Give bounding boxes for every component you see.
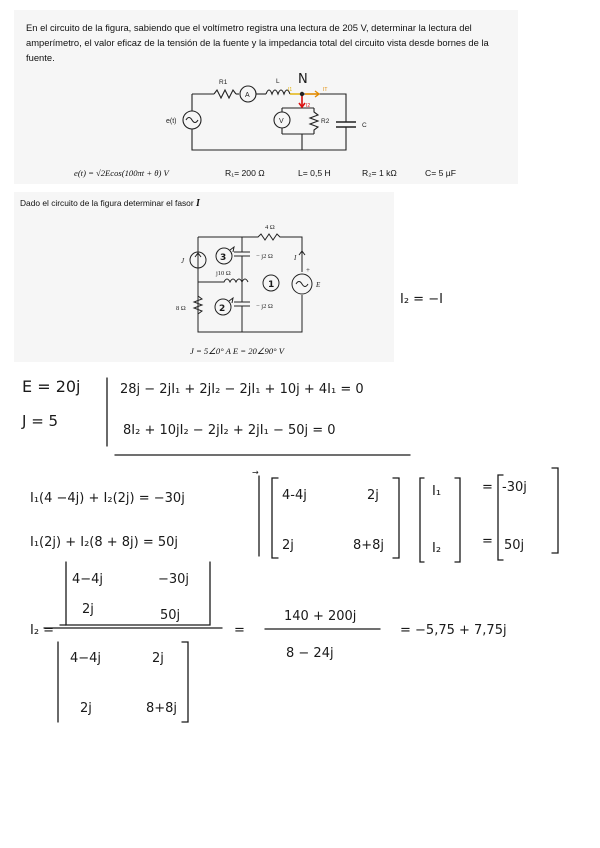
param-r2: R₂= 1 kΩ xyxy=(362,168,397,178)
label-l: L xyxy=(276,78,280,85)
label-voltmeter: V xyxy=(279,118,284,125)
label-ammeter: A xyxy=(245,92,250,99)
label-c-bottom: − j2 Ω xyxy=(256,303,273,310)
arrow-mark: → xyxy=(252,468,259,477)
rhs-2: 50j xyxy=(504,538,525,553)
label-it: IT xyxy=(323,87,328,93)
matrix-a12: 2j xyxy=(367,488,379,503)
label-r1: R1 xyxy=(219,79,228,86)
num-a11: 4−4j xyxy=(72,572,104,587)
mesh-2-label: 2 xyxy=(219,304,226,314)
problem-2-phasor-symbol: I xyxy=(195,198,200,209)
handwritten-node-n: N xyxy=(298,72,308,87)
side-note: I₂ = −I xyxy=(400,292,443,307)
label-r-left: 8 Ω xyxy=(176,305,186,312)
problem-2-given: J = 5∠0° A E = 20∠90° V xyxy=(190,346,284,356)
mesh-equation-2: 8I₂ + 10jI₂ − 2jI₂ + 2jI₁ − 50j = 0 xyxy=(123,423,336,438)
label-r2: R2 xyxy=(321,118,330,125)
label-j: J xyxy=(181,257,185,265)
fraction-numerator: 140 + 200j xyxy=(284,609,357,624)
fraction-denominator: 8 − 24j xyxy=(286,646,334,661)
den-a12: 2j xyxy=(152,651,164,666)
mesh-equation-1: 28j − 2jI₁ + 2jI₂ − 2jI₁ + 10j + 4I₁ = 0 xyxy=(120,382,364,397)
den-a21: 2j xyxy=(80,701,92,716)
equals-sign-1: = xyxy=(482,480,493,495)
label-i: I xyxy=(294,254,297,262)
label-i1: I1 xyxy=(288,87,293,93)
rhs-1: -30j xyxy=(502,480,527,495)
label-l-mid: j10 Ω xyxy=(216,270,231,277)
matrix-a21: 2j xyxy=(282,538,294,553)
given-e: E = 20j xyxy=(22,377,81,396)
param-c: C= 5 µF xyxy=(425,168,456,178)
system-equation-2: I₁(2j) + I₂(8 + 8j) = 50j xyxy=(30,535,179,550)
label-r-top: 4 Ω xyxy=(265,224,275,231)
equals-fraction: = xyxy=(234,623,245,638)
label-i2: I2 xyxy=(306,103,311,109)
label-plus: + xyxy=(306,266,310,274)
label-c: C xyxy=(362,122,367,129)
label-source: e(t) xyxy=(166,118,177,125)
label-c-top: − j2 Ω xyxy=(256,253,273,260)
num-a12: −30j xyxy=(158,572,190,587)
system-equation-1: I₁(4 −4j) + I₂(2j) = −30j xyxy=(30,491,185,506)
equals-sign-2: = xyxy=(482,534,493,549)
unknown-i1: I₁ xyxy=(432,484,442,499)
num-a21: 2j xyxy=(82,602,94,617)
den-a11: 4−4j xyxy=(70,651,102,666)
matrix-a22: 8+8j xyxy=(353,538,385,553)
mesh-3-label: 3 xyxy=(220,253,227,263)
label-e: E xyxy=(316,281,321,289)
problem-2-statement-text: Dado el circuito de la figura determinar el fasor xyxy=(20,198,194,208)
param-r1: R₁= 200 Ω xyxy=(225,168,265,178)
cramer-lhs: I₂ = xyxy=(30,623,55,638)
param-l: L= 0,5 H xyxy=(298,168,331,178)
final-result: = −5,75 + 7,75j xyxy=(400,623,507,638)
given-j: J = 5 xyxy=(22,412,59,430)
source-expression: e(t) = √2Ecos(100πt + θ) V xyxy=(74,168,169,178)
unknown-i2: I₂ xyxy=(432,541,442,556)
mesh-1-label: 1 xyxy=(268,280,275,290)
den-a22: 8+8j xyxy=(146,701,178,716)
matrix-a11: 4-4j xyxy=(282,488,307,503)
num-a22: 50j xyxy=(160,608,181,623)
problem-1-statement: En el circuito de la figura, sabiendo que el voltímetro registra una lectura de 205 V, determinar la lectura del amperímetro, el valor eficaz de la tensión de la fuente y la impedancia total del circuito vista desde bornes de la fuente. xyxy=(26,22,489,63)
